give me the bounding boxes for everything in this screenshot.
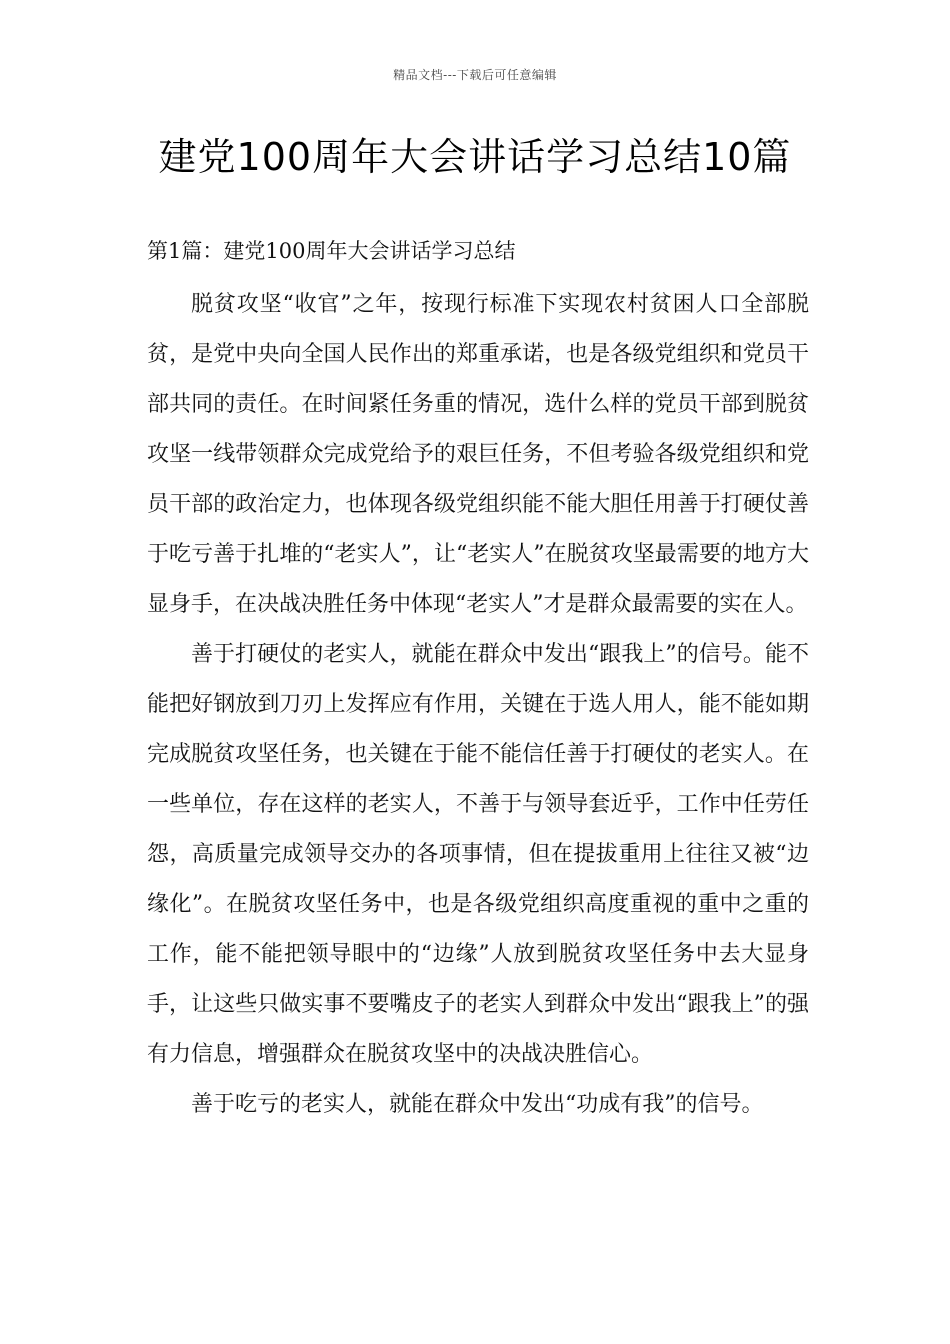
body-text <box>147 280 809 1130</box>
paragraph-1: 脱贫攻坚“收官”之年，按现行标准下实现农村贫困人口全部脱贫，是党中央向全国人民作出的郑重承诺，也是各级党组织和党员干部共同的责任。在时间紧任务重的情况，选什么样的党员干部到脱贫攻坚一线带领群众完成党给予的艰巨任务，不但考验各级党组织和党员干部的政治定力，也体现各级党组织能不能大胆任用善于打硬仗善于吃亏善于扎堆的“老实人”，让“老实人”在脱贫攻坚最需要的地方大显身手，在决战决胜任务中体现“老实人”才是群众最需要的实在人。 <box>147 292 809 617</box>
paragraph-3: 善于吃亏的老实人，就能在群众中发出“功成有我”的信号。 <box>191 1092 764 1117</box>
paragraph-2: 善于打硬仗的老实人，就能在群众中发出“跟我上”的信号。能不能把好钢放到刀刃上发挥应有作用，关键在于选人用人，能不能如期完成脱贫攻坚任务，也关键在于能不能信任善于打硬仗的老实人。在一些单位，存在这样的老实人，不善于与领导套近乎，工作中任劳任怨，高质量完成领导交办的各项事情，但在提拔重用上往往又被“边缘化”。在脱贫攻坚任务中，也是各级党组织高度重视的重中之重的工作，能不能把领导眼中的“边缘”人放到脱贫攻坚任务中去大显身手，让这些只做实事不要嘴皮子的老实人到群众中发出“跟我上”的强有力信息，增强群众在脱贫攻坚中的决战决胜信心。 <box>147 642 809 1067</box>
document-title: 建党100周年大会讲话学习总结10篇 <box>158 135 792 179</box>
header-note: 精品文档---下载后可任意编辑 <box>393 68 557 82</box>
section-heading: 第1篇：建党100周年大会讲话学习总结 <box>147 239 516 263</box>
